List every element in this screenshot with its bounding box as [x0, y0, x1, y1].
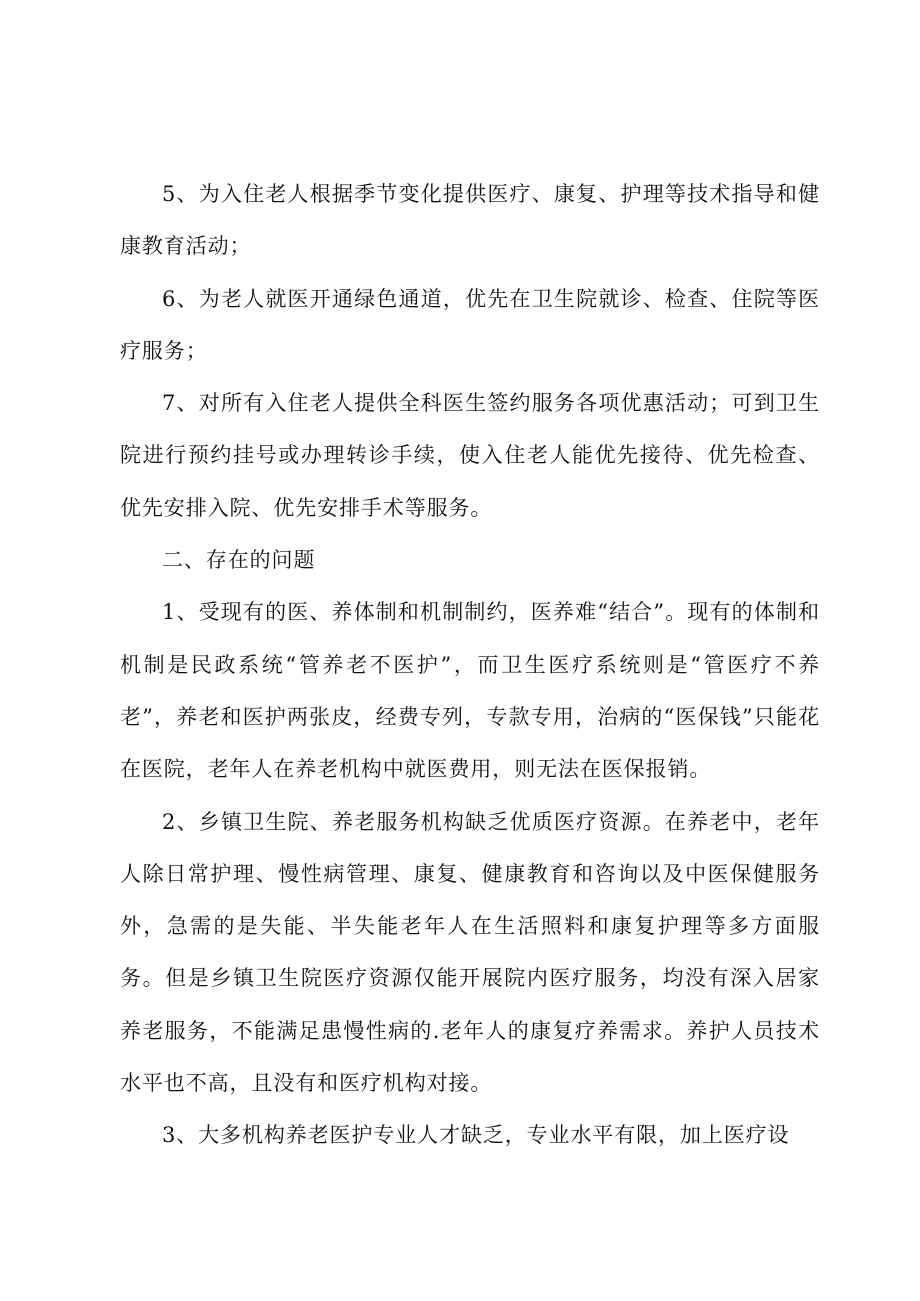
paragraph-item-6: 6、为老人就医开通绿色通道，优先在卫生院就诊、检查、住院等医疗服务； — [120, 286, 820, 363]
paragraph-item-7: 7、对所有入住老人提供全科医生签约服务各项优惠活动；可到卫生院进行预约挂号或办理转诊手续，使入住老人能优先接待、优先检查、优先安排入院、优先安排手术等服务。 — [120, 391, 820, 520]
section-heading-problems: 二、存在的问题 — [162, 548, 316, 573]
document-body — [120, 168, 820, 1162]
problem-paragraph-3: 3、大多机构养老医护专业人才缺乏，专业水平有限，加上医疗设 — [162, 1123, 790, 1148]
problem-paragraph-1: 1、受现有的医、养体制和机制制约，医养难“结合”。现有的体制和机制是民政系统“管养老不医护”，而卫生医疗系统则是“管医疗不养老”，养老和医护两张皮，经费专列，专款专用，治病的“医保钱”只能花在医院，老年人在养老机构中就医费用，则无法在医保报销。 — [120, 600, 820, 782]
paragraph-item-5: 5、为入住老人根据季节变化提供医疗、康复、护理等技术指导和健康教育活动； — [120, 182, 820, 259]
problem-paragraph-2: 2、乡镇卫生院、养老服务机构缺乏优质医疗资源。在养老中，老年人除日常护理、慢性病管理、康复、健康教育和咨询以及中医保健服务外，急需的是失能、半失能老年人在生活照料和康复护理等多方面服务。但是乡镇卫生院医疗资源仅能开展院内医疗服务，均没有深入居家养老服务，不能满足患慢性病的.老年人的康复疗养需求。养护人员技术水平也不高，且没有和医疗机构对接。 — [120, 809, 820, 1096]
